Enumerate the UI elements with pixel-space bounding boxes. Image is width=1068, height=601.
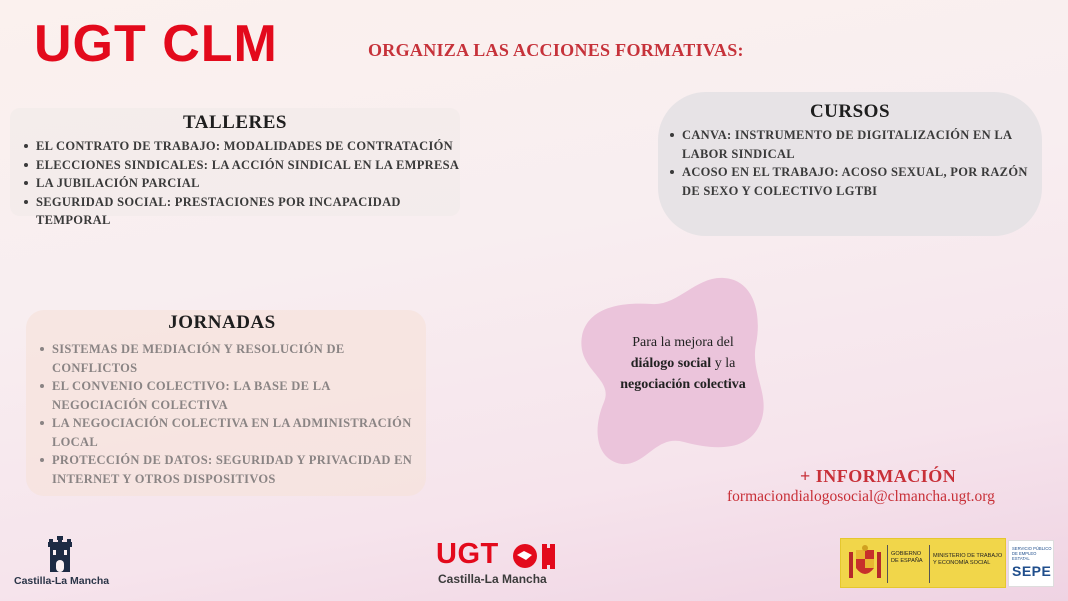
sepe-small-label: SERVICIO PÚBLICO DE EMPLEO ESTATAL — [1012, 546, 1052, 561]
page-headline: ORGANIZA LAS ACCIONES FORMATIVAS: — [368, 40, 744, 60]
jornadas-list — [38, 340, 420, 488]
info-title: + INFORMACIÓN — [800, 466, 957, 486]
list-item: LA NEGOCIACIÓN COLECTIVA EN LA ADMINISTRACIÓN LOCAL — [38, 414, 420, 451]
clm-label: Castilla-La Mancha — [14, 575, 110, 587]
list-item: ELECCIONES SINDICALES: LA ACCIÓN SINDICAL EN LA EMPRESA — [22, 156, 460, 175]
list-item: LA JUBILACIÓN PARCIAL — [22, 174, 460, 193]
spain-coat-of-arms-icon — [847, 544, 883, 584]
list-item: PROTECCIÓN DE DATOS: SEGURIDAD Y PRIVACIDAD EN INTERNET Y OTROS DISPOSITIVOS — [38, 451, 420, 488]
blob-connector: y la — [711, 356, 736, 371]
blob-message — [598, 332, 768, 395]
list-item: SISTEMAS DE MEDIACIÓN Y RESOLUCIÓN DE CONFLICTOS — [38, 340, 420, 377]
talleres-list — [22, 137, 460, 230]
jornadas-panel — [26, 310, 426, 496]
clm-logo — [14, 536, 110, 592]
ugt-clm-logo: UGT CLM — [34, 15, 278, 73]
gov-label: GOBIERNO DE ESPAÑA — [891, 551, 923, 564]
sepe-word: SEPE — [1012, 563, 1052, 579]
talleres-title: TALLERES — [183, 112, 287, 133]
cursos-title: CURSOS — [809, 101, 891, 122]
jornadas-title: JORNADAS — [168, 312, 276, 333]
cursos-list — [668, 126, 1034, 200]
blob-line: Para la mejora del — [632, 335, 734, 350]
ugt-sub-label: Castilla-La Mancha — [438, 572, 547, 586]
blob-bold-negociacion: negociación colectiva — [620, 377, 746, 392]
ugt-fist-icon — [512, 543, 558, 571]
list-item: CANVA: INSTRUMENTO DE DIGITALIZACIÓN EN LA LABOR SINDICAL — [668, 126, 1034, 163]
list-item: SEGURIDAD SOCIAL: PRESTACIONES POR INCAPACIDAD TEMPORAL — [22, 193, 460, 230]
clm-castle-icon — [48, 536, 72, 572]
gobierno-espana-logo — [840, 538, 1006, 588]
cursos-panel — [658, 92, 1042, 236]
sepe-logo — [1008, 540, 1054, 587]
list-item: ACOSO EN EL TRABAJO: ACOSO SEXUAL, POR RAZÓN DE SEXO Y COLECTIVO LGTBI — [668, 163, 1034, 200]
ministry-divider — [929, 545, 930, 583]
blob-bold-dialogo: diálogo social — [630, 356, 712, 371]
list-item: EL CONTRATO DE TRABAJO: MODALIDADES DE CONTRATACIÓN — [22, 137, 460, 156]
ugt-logo — [436, 540, 560, 590]
ministry-label: MINISTERIO DE TRABAJO Y ECONOMÍA SOCIAL — [933, 553, 1003, 566]
gov-divider — [887, 545, 888, 583]
ugt-word: UGT — [436, 538, 499, 570]
info-email-link[interactable]: formaciondialogosocial@clmancha.ugt.org — [727, 488, 995, 505]
list-item: EL CONVENIO COLECTIVO: LA BASE DE LA NEGOCIACIÓN COLECTIVA — [38, 377, 420, 414]
talleres-panel — [10, 108, 460, 227]
